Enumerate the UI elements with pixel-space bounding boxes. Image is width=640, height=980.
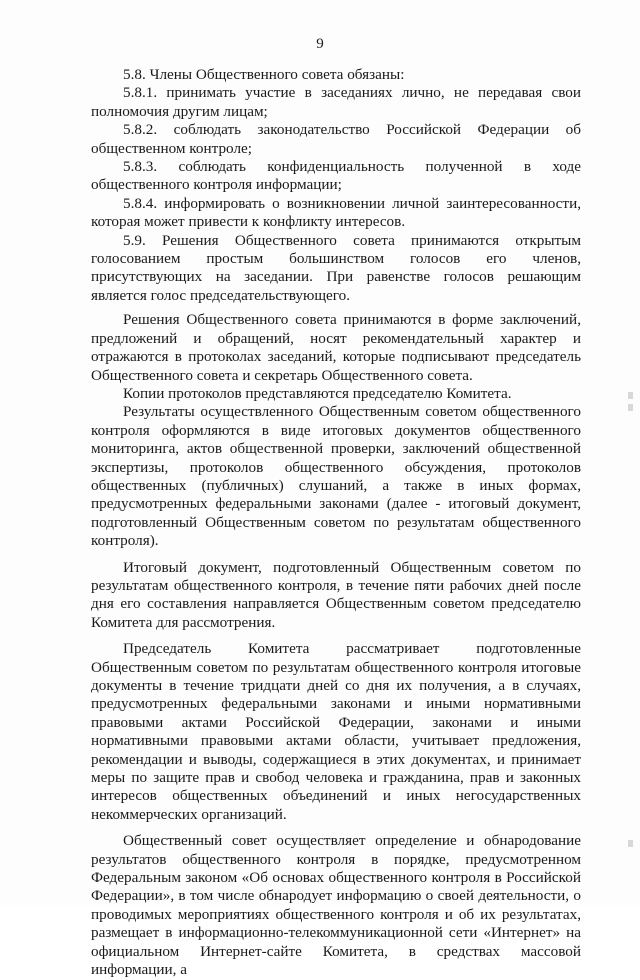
- paragraph-5-8-1: 5.8.1. принимать участие в заседаниях лично, не передавая свои полномочия другим лицам;: [91, 84, 581, 120]
- scan-margin-mark: [628, 840, 633, 847]
- paragraph-5-8-4: 5.8.4. информировать о возникновении личной заинтересованности, которая может привести к конфликту интересов.: [91, 194, 581, 231]
- paragraph-final-document: Итоговый документ, подготовленный Общественным советом по результатам общественного контроля, в течение пяти рабочих дней после дня его составления направляется Общественным советом председателю Комитета для рассмотрения.: [91, 558, 581, 631]
- paragraph-5-8-2: 5.8.2. соблюдать законодательство Российской Федерации об общественном контроле;: [91, 121, 581, 157]
- paragraph-5-8-3: 5.8.3. соблюдать конфиденциальность полученной в ходе общественного контроля информации;: [91, 158, 581, 194]
- paragraph-5-9: 5.9. Решения Общественного совета принимаются открытым голосованием простым большинством голосов его членов, присутствующих на заседании. При равенстве голосов решающим является голос председательствующего.: [91, 231, 581, 304]
- paragraph-chairman-review: Председатель Комитета рассматривает подготовленные Общественным советом по результатам общественного контроля итоговые документы в течение тридцати дней со дня их получения, а в случаях, предусмотренных федеральными законами и иными нормативными правовыми актами Российской Федерации, законами и иными нормативными правовыми актами области, учитывает предложения, рекомендации и выводы, содержащиеся в этих документах, и принимает меры по защите прав и свобод человека и гражданина, прав и законных интересов общественных объединений и иных негосударственных некоммерческих организаций.: [91, 640, 581, 823]
- paragraph-protocol-copies: Копии протоколов представляются председателю Комитета.: [123, 384, 512, 402]
- paragraph-publication: Общественный совет осуществляет определение и обнародование результатов общественного контроля в порядке, предусмотренном Федеральным законом «Об основах общественного контроля в Российской Федерации», в том числе обнародует информацию о своей деятельности, о проводимых мероприятиях общественного контроля и об их результатах, размещает в информационно-телекоммуникационной сети «Интернет» на официальном Интернет-сайте Комитета, в средствах массовой информации, а: [91, 832, 581, 979]
- page-number: 9: [316, 36, 324, 52]
- paragraph-decisions-form: Решения Общественного совета принимаются в форме заключений, предложений и обращений, носят рекомендательный характер и отражаются в протоколах заседаний, которые подписывают председатель Общественного совета и секретарь Общественного совета.: [91, 311, 581, 384]
- paragraph-control-results: Результаты осуществленного Общественным советом общественного контроля оформляются в виде итоговых документов общественного мониторинга, актов общественной проверки, заключений общественной экспертизы, протоколов общественного обсуждения, протоколов общественных (публичных) слушаний, а также в иных формах, предусмотренных федеральными законами (далее - итоговый документ, подготовленный Общественным советом по результатам общественного контроля).: [91, 403, 581, 550]
- scan-margin-mark: [628, 404, 633, 411]
- document-body: [91, 66, 581, 980]
- paragraph-5-8: 5.8. Члены Общественного совета обязаны:: [123, 66, 405, 83]
- scan-margin-mark: [628, 392, 633, 399]
